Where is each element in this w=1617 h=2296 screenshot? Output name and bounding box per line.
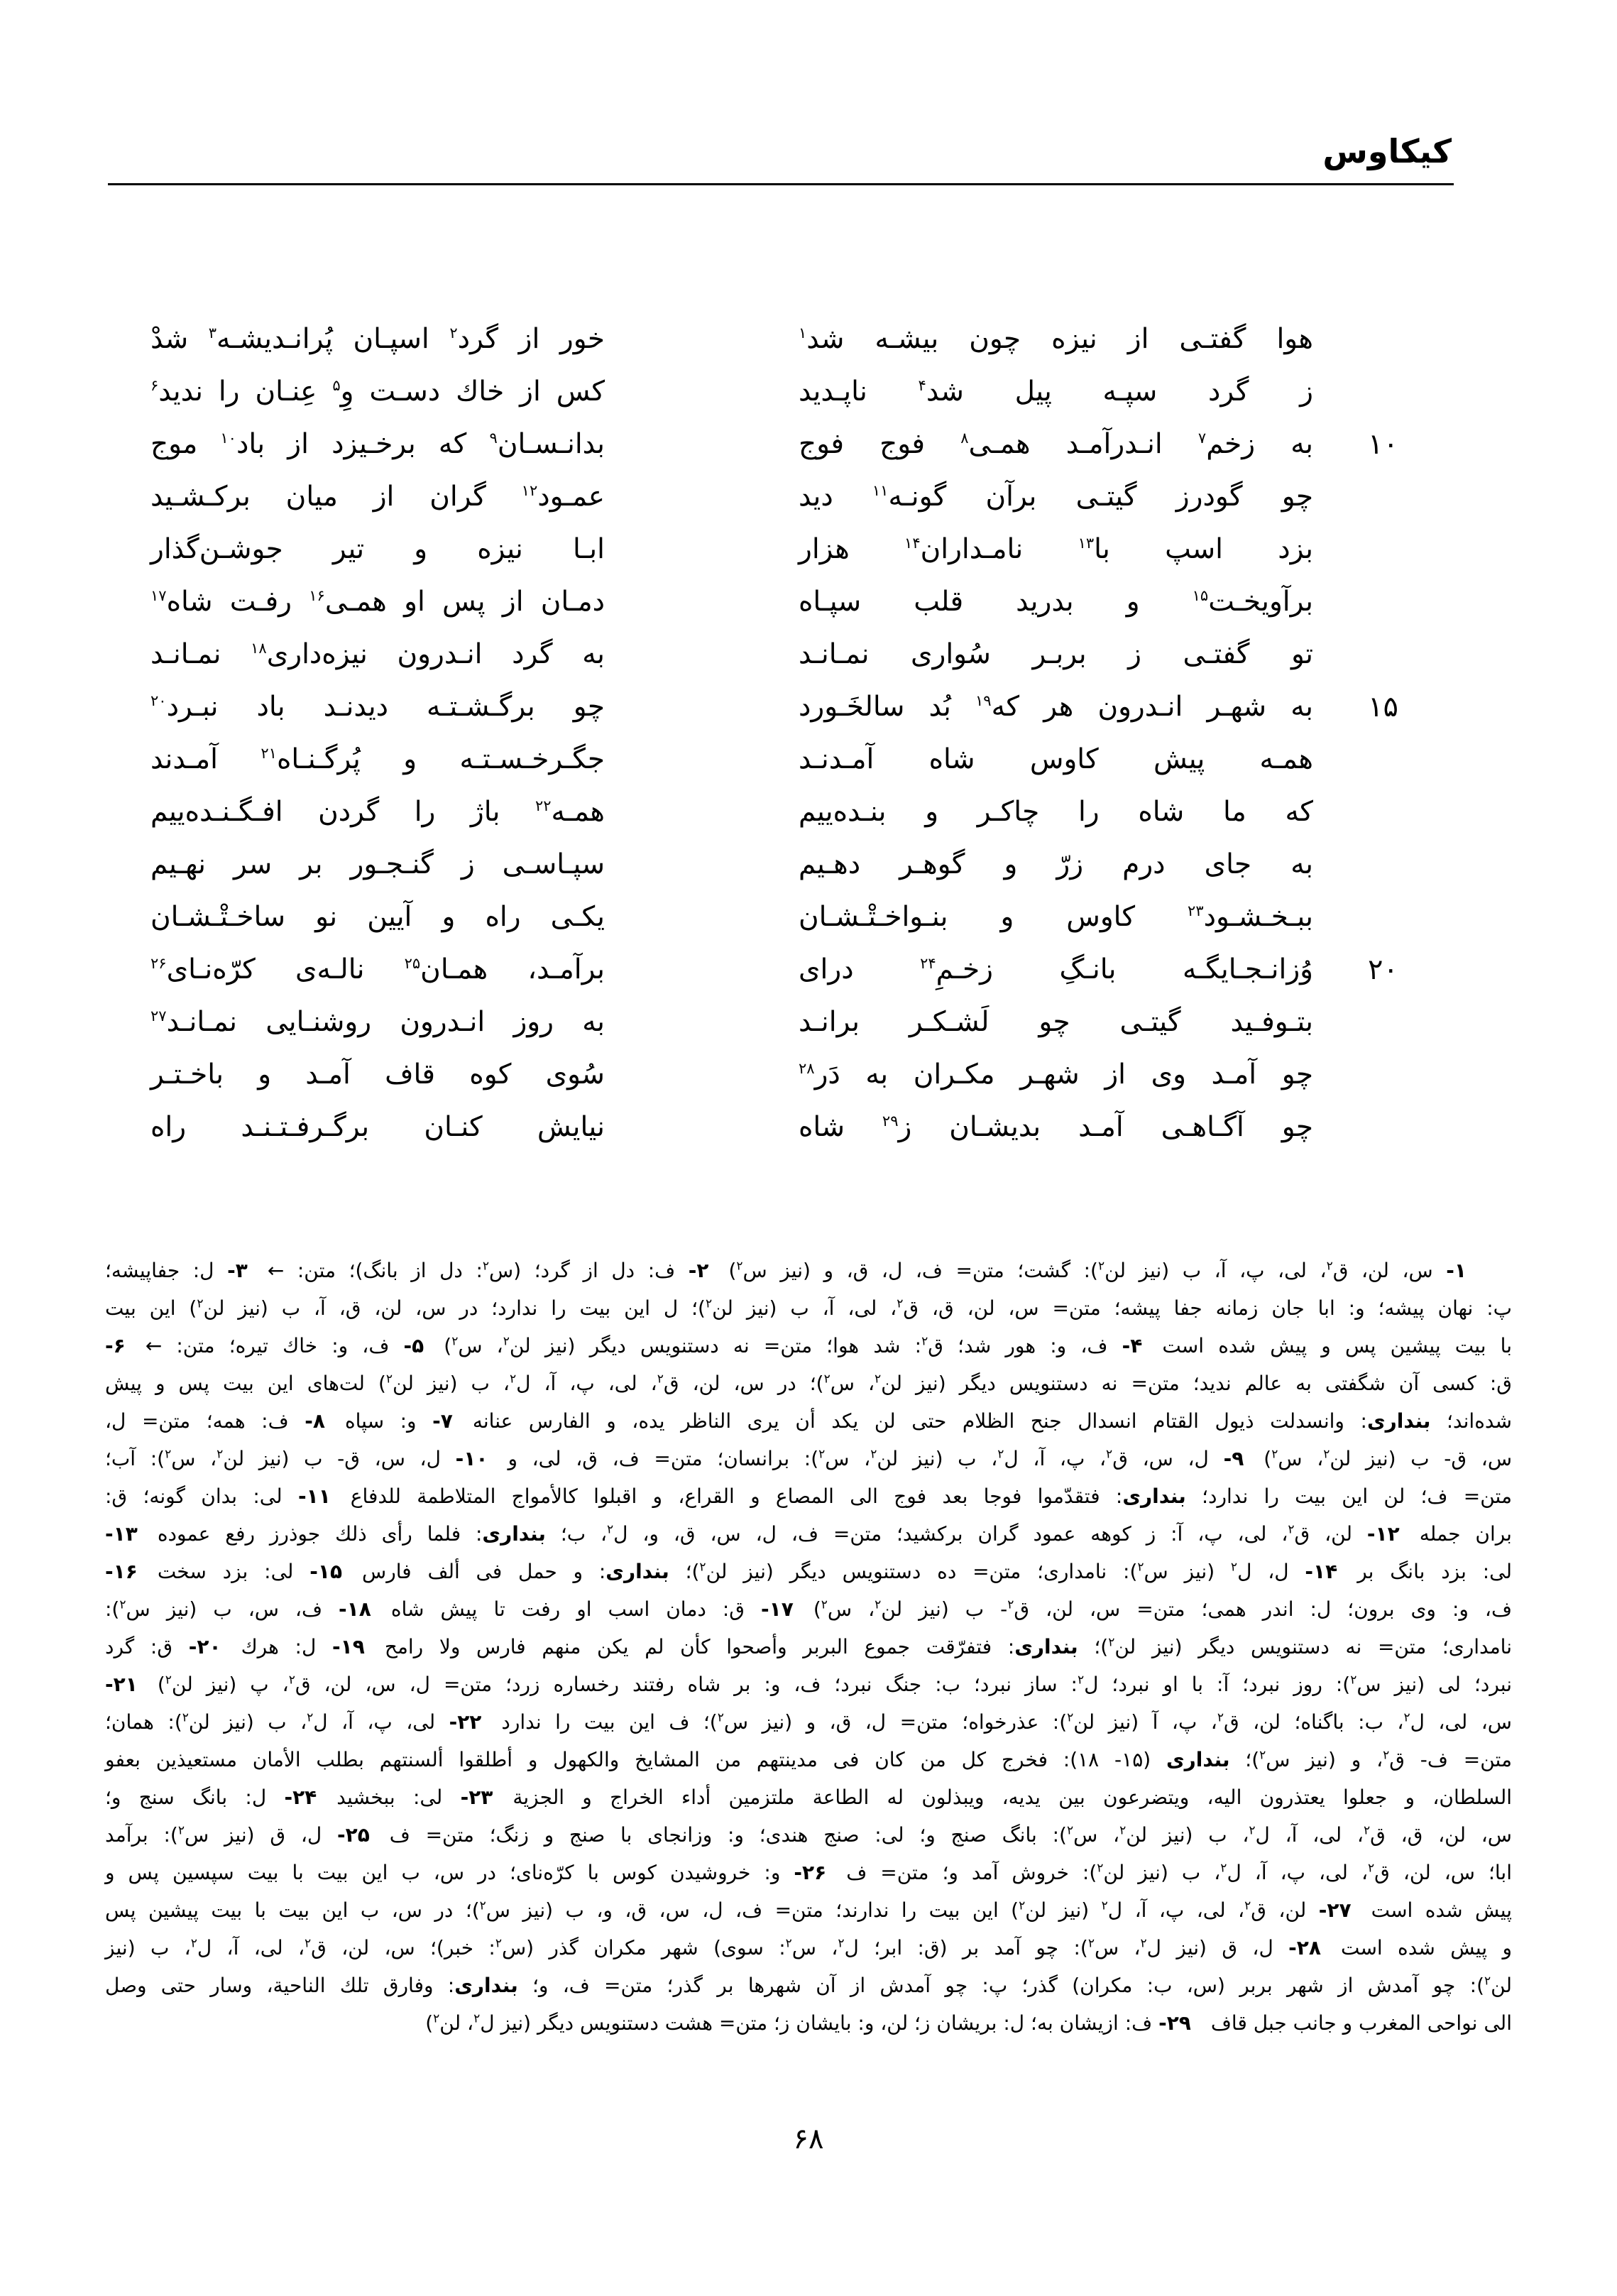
verse-row <box>0 366 1617 418</box>
verse-row <box>0 523 1617 576</box>
hemistich-first: چو آگـاهـی آمـد بدیشـان ز$^{۲۹}$ شاه <box>799 1111 1314 1143</box>
hemistich-second: کس از خاك دسـت وِ$^۵$ عِنـان را ندید$^۶$ <box>150 376 605 408</box>
critical-apparatus <box>105 1252 1512 2042</box>
footnote-line: س، لی، ل$^۲$، ب: باگناه؛ لن، ق$^۲$، پ، آ (نیز لن$^۲$): عذرخواه؛ متن= ل، ق، و (نیز س$^۲$)؛ ف این بیت را ندارد ۲۲- لی، پ، آ، ل$^۲$، ب (نیز لن$^۲$): همان؛ <box>105 1710 1512 1734</box>
footnote-line: و پیش شده است ۲۸- ل، ق (نیز ل$^۲$، س$^۲$): چو آمد بر (ق: ابر؛ ل$^۲$، س$^۲$: سوی) شهر مکران گذر (س$^۲$: خبر)؛ س، لن، ق$^۲$، لی، آ، ل$^۲$، ب (نیز <box>105 1936 1513 1959</box>
verse-row <box>0 838 1617 891</box>
hemistich-first: به شهـر انـدرون هر که$^{۱۹}$ بُد سالخَـورد <box>799 691 1314 723</box>
hemistich-first: به زخم$^۷$ انـدرآمـد همـی$^۸$ فوج فوج <box>799 428 1313 460</box>
hemistich-second: سپـاسـی ز گنـجـور بر سر نهـیم <box>150 848 605 880</box>
hemistich-second: یکـی راه و آیین نو ساخـتْـشـان <box>150 901 605 933</box>
hemistich-second: همـه$^{۲۲}$ باژ را گردن افـگـنـده‌ییم <box>150 796 605 828</box>
verse-row <box>0 1049 1617 1101</box>
footnote-line: پیش شده است ۲۷- لن، ق$^۲$، لی، پ، آ، ل$^۲$ (نیز لن$^۲$) این بیت را ندارند؛ متن= ف، ل، س، ق، و، ب (نیز س$^۲$)؛ در س، ب این بیت با بیت پیشین پس <box>105 1898 1512 1922</box>
page-number: ۶۸ <box>793 2123 824 2155</box>
hemistich-first: بزد اسپ با$^{۱۳}$ نامـداران$^{۱۴}$ هزار <box>799 533 1313 565</box>
hemistich-first: بتـوفـید گیتـی چو لَشـکـر برانـد <box>799 1006 1313 1038</box>
footnote-line: نامداری؛ متن= نه دستنویس دیگر (نیز لن$^۲$)؛ بنداری: فتفرّقت جموع البربر وأصحوا کأن لم یکن منهم فارس ولا رامح ۱۹- ل: هرك ۲۰- ق: گرد <box>105 1635 1513 1658</box>
hemistich-second: به گرد انـدرون نیزه‌داری$^{۱۸}$ نمـانـد <box>150 638 605 670</box>
verse-row <box>0 786 1617 838</box>
hemistich-first: به جای درم زرّ و گوهـر دهـیم <box>799 848 1313 880</box>
footnote-line: ابا؛ س، لن، ق$^۲$، لی، پ، آ، ل$^۲$، ب (نیز لن$^۲$): خروش آمد و؛ متن= ف ۲۶- و: خروشیدن کوس با کرّه‌نای؛ در س، ب این بیت با بیت سپسین پس و <box>105 1861 1513 1884</box>
footnote-line: س، ق- ب (نیز لن$^۲$، س$^۲$) ۹- ل، س، ق$^۲$، پ، آ، ل$^۲$، ب (نیز لن$^۲$، س$^۲$): برانسان؛ متن= ف، ق، لی، و ۱۰- ل، س، ق- ب (نیز لن$^۲$، س$^۲$): آب؛ <box>105 1447 1513 1470</box>
footnote-line: متن= ف- ق$^۲$، و (نیز س$^۲$)؛ بنداری (۱۵- ۱۸): فخرج کل من کان فی مدینتهم من المشایخ والکهول و أطلقوا ألسنتهم بطلب الأمان مستعیذین بعفو <box>105 1748 1512 1771</box>
verse-number: ۱۵ <box>1368 691 1398 723</box>
verse-number: ۲۰ <box>1368 953 1398 986</box>
hemistich-second: به روز انـدرون روشنـایی نمـانـد$^{۲۷}$ <box>150 1006 605 1038</box>
hemistich-second: برآمـد، همـان$^{۲۵}$ نالـه‌ی کرّه‌نـای$^{۲۶}$ <box>150 953 605 985</box>
verse-row <box>0 313 1617 366</box>
hemistich-first: همـه پیش کاوس شاه آمـدنـد <box>799 743 1313 775</box>
verse-row <box>0 944 1617 996</box>
footnote-line: لن$^۲$): چو آمدش از شهر بربر (س، ب: مکران) گذر؛ پ: چو آمدش از آن شهرها بر گذر؛ متن= ف، و؛ بنداری: وفارق تلك الناحیة، وسار حتی وصل <box>105 1974 1512 1997</box>
hemistich-first: ز گرد سپـه پیل شد$^۴$ ناپـدید <box>799 376 1314 408</box>
verse-row <box>0 628 1617 681</box>
verse-row <box>0 1101 1617 1154</box>
footnote-line: بران جمله ۱۲- لن، ق$^۲$، لی، پ، آ: ز کوهه عمود گران برکشید؛ متن= ف، ل، س، ق، و، ل$^۲$، ب؛ بنداری: فلما رأی ذلك جوذرز رفع عموده ۱۳- <box>105 1522 1512 1546</box>
verse-row <box>0 418 1617 471</box>
hemistich-first: برآویخـت$^{۱۵}$ و بدرید قلب سپـاه <box>799 586 1313 618</box>
footnote-line: شده‌اند؛ بنداری: وانسدلت ذیول القتام انسدال جنح الظلام حتی لن یکد أن یری الناظر یده، و الفارس عنانه ۷- و: سپاه ۸- ف: همه؛ متن= ل، <box>105 1409 1513 1433</box>
verse-number: ۱۰ <box>1368 428 1398 461</box>
hemistich-second: عمـود$^{۱۲}$ گران از میان برکـشـید <box>150 481 605 513</box>
footnote-line: الی نواحی المغرب و جانب جبل قاف ۲۹- ف: ازیشان به؛ ل: بریشان ز؛ لن، و: بایشان ز؛ متن= هشت دستنویس دیگر (نیز ل$^۲$، لن$^۲$) <box>425 2011 1512 2035</box>
hemistich-second: سُوی کوه قاف آمـد و باخـتـر <box>150 1059 605 1090</box>
hemistich-second: خور از گرد$^۲$ اسپـان پُرانـدیشـه$^۳$ شدْ <box>150 323 605 355</box>
hemistich-first: وُزانـجـایگـه بانـگِ زخـمِ$^{۲۴}$ درای <box>799 953 1313 985</box>
verse-row <box>0 471 1617 523</box>
footnote-line: با بیت پیشین پس و پیش شده است ۴- ف، و: هور شد؛ ق$^۲$: شد هوا؛ متن= نه دستنویس دیگر (نیز لن$^۲$، س$^۲$) ۵- ف، و: خاك تیره؛ متن: ← ۶- <box>105 1334 1512 1357</box>
running-head-title: کیکاوس <box>1322 132 1452 170</box>
hemistich-first: چو آمـد وی از شهـر مکـران به دَر$^{۲۸}$ <box>799 1059 1313 1090</box>
hemistich-first: که ما شاه را چاکـر و بنـده‌ییم <box>799 796 1313 828</box>
hemistich-second: جگـرخـسـتـه و پُرگـنـاه$^{۲۱}$ آمـدند <box>150 743 605 775</box>
hemistich-second: چو برگـشـتـه دیدنـد باد نبـرد$^{۲۰}$ <box>150 691 605 723</box>
footnote-line: نبرد؛ لی (نیز س$^۲$): روز نبرد؛ آ: با او نبرد؛ ل$^۲$: ساز نبرد؛ ب: جنگ نبرد؛ ف، و: بر شاه رفتند رخساره زرد؛ متن= ل، س، لن، ق$^۲$، پ (نیز لن$^۲$) ۲۱- <box>105 1673 1513 1696</box>
hemistich-second: ابـا نیزه و تیر جوشـن‌گذار <box>150 533 605 565</box>
footnote-line: ق: کسی آن شگفتی به عالم ندید؛ متن= نه دستنویس دیگر (نیز لن$^۲$، س$^۲$)؛ در س، لن، ق$^۲$، لی، پ، آ، ل$^۲$، ب (نیز لن$^۲$) لت‌های این بیت پس و پیش <box>105 1372 1512 1395</box>
verse-row <box>0 891 1617 944</box>
hemistich-first: تو گفتـی ز بربـر سُواری نمـانـد <box>799 638 1313 670</box>
verse-row <box>0 996 1617 1049</box>
verse-row <box>0 733 1617 786</box>
footnote-line: پ: نهان پیشه؛ و: ابا جان زمانه جفا پیشه؛ متن= س، لن، ق، ق$^۲$، لی، آ، ب (نیز لن$^۲$)؛ ل این بیت را ندارد؛ در س، لن، ق، آ، ب (نیز لن$^۲$) این بیت <box>105 1296 1513 1320</box>
footnote-line: ف، و: وی برون؛ ل: اندر همی؛ متن= س، لن، ق$^۲$- ب (نیز لن$^۲$، س$^۲$) ۱۷- ق: دمان اسب او رفت تا پیش شاه ۱۸- ف، س، ب (نیز س$^۲$): <box>105 1597 1512 1621</box>
footnote-line: لی: بزد بانگ بر ۱۴- ل، ل$^۲$ (نیز س$^۲$): نامداری؛ متن= ده دستنویس دیگر (نیز لن$^۲$)؛ بنداری: و حمل فی ألف فارس ۱۵- لی: بزد سخت ۱۶- <box>105 1560 1512 1583</box>
verse-row <box>0 576 1617 628</box>
hemistich-first: هوا گفتـی از نیزه چون بیشـه شد$^۱$ <box>799 323 1313 355</box>
verse-row <box>0 681 1617 733</box>
footnote-line: س، لن، ق، ق$^۲$، لی، آ، ل$^۲$، ب (نیز لن$^۲$، س$^۲$): بانگ صنج و؛ لی: صنج هندی؛ و: وزانجای با صنج و زنگ؛ متن= ف ۲۵- ل، ق (نیز س$^۲$): برآمد <box>105 1823 1512 1847</box>
hemistich-second: نیایش کنـان برگـرفـتـنـد راه <box>150 1111 605 1143</box>
hemistich-first: چو گودرز گیتـی برآن گونـه$^{۱۱}$ دید <box>799 481 1313 513</box>
hemistich-second: دمـان از پس او همـی$^{۱۶}$ رفـت شاه$^{۱۷}$ <box>150 586 605 618</box>
footnote-line: متن= ف؛ لن این بیت را ندارد؛ بنداری: فتقدّموا فوجا بعد فوج الی المصاع و القراع، و اقبلوا کالأمواج المتلاطمة للدفاع ۱۱- لی: بدان گونه؛ ق: <box>105 1485 1512 1508</box>
header-rule <box>108 183 1454 185</box>
hemistich-first: ببـخـشـود$^{۲۳}$ کاوس و بنـواخـتْـشـان <box>799 901 1313 933</box>
footnote-line: ۱- س، لن، ق$^۲$، لی، پ، آ، ب (نیز لن$^۲$): گشت؛ متن= ف، ل، ق، و (نیز س$^۲$) ۲- ف: دل از گرد؛ (س$^۲$: دل از بانگ)؛ متن: ← ۳- ل: جفاپیشه؛ <box>105 1259 1467 1282</box>
footnote-line: السلطان، و جعلوا یعتذرون الیه، ویتضرعون بین یدیه، ویبذلون له الطاعة ملتزمین أداء الخراج و الجزیة ۲۳- لی: ببخشید ۲۴- ل: بانگ سنج و؛ <box>105 1786 1512 1809</box>
hemistich-second: بدانـسـان$^۹$ که برخـیزد از باد$^{۱۰}$ موج <box>150 428 605 460</box>
poem-block <box>0 313 1617 1154</box>
